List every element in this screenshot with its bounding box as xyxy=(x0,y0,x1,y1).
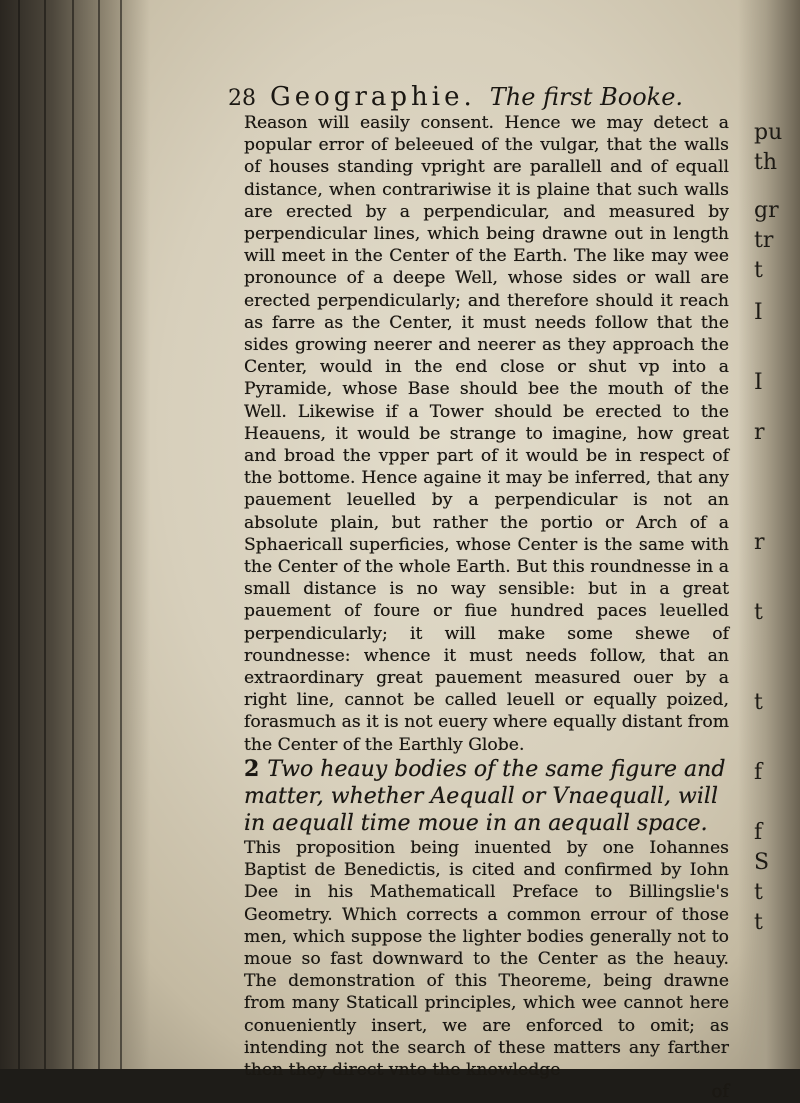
running-title: Geographie. xyxy=(270,82,476,112)
gutter-rule xyxy=(72,0,74,1069)
facing-page-fragment: pu xyxy=(754,120,783,145)
gutter-rule xyxy=(120,0,122,1069)
facing-page-fragment: tr xyxy=(754,228,774,253)
facing-page-fragment: r xyxy=(754,530,765,555)
left-page-gutter xyxy=(0,0,150,1069)
facing-page-fragment: r xyxy=(754,420,765,445)
paragraph: Reason will easily consent. Hence we may detect a popular error of beleeued of the vulgar, that the walls of houses standing vpright are parallell and of equall distance, when contrariwise it is plaine that such walls are erected by a perpendicular, and measured by perpendicular lines, which being drawne out in length will meet in the Center of the Earth. The like may wee pronounce of a deepe Well, whose sides or wall are erected perpendicularly; and therefore should it reach as farre as the Center, it must needs follow that the sides growing neerer and neerer as they approach the Center, would in the end close or shut vp into a Pyramide, whose Base should bee the mouth of the Well. Likewise if a Tower should be erected to the Heauens, it would be strange to imagine, how great and broad the vpper part of it would be in respect of the bottome. Hence againe it may be inferred, that any pauement leuelled by a perpendicular is not an absolute plain, but rather the portio or Arch of a Sphaericall superficies, whose Center is the same with the Center of the whole Earth. But this roundnesse in a small distance is no way sensible: but in a great pauement of foure or fiue hundred paces leuelled perpendicularly; it will make some shewe of roundnesse: whence it must needs follow, that an extraordinary great pauement measured ouer by a right line, cannot be called leuell or equally poized, forasmuch as it is not euery where equally distant from the Center of the Earthly Globe. xyxy=(244,113,729,755)
facing-page-fragment: f xyxy=(754,760,763,785)
facing-page-fragment: t xyxy=(754,690,763,715)
body-text xyxy=(244,112,729,1103)
facing-page-fragment: th xyxy=(754,150,778,175)
facing-page-fragment: I xyxy=(754,370,763,395)
facing-page-fragment: gr xyxy=(754,198,779,223)
facing-page-edge xyxy=(738,0,800,1069)
gutter-rule xyxy=(98,0,100,1069)
proposition-text: Two heauy bodies of the same figure and matter, whether Aequall or Vnaequall, will in aequall time moue in an aequall space. xyxy=(244,756,726,836)
facing-page-fragment: f xyxy=(754,820,763,845)
facing-page-fragment: S xyxy=(754,850,770,875)
facing-page-fragment: I xyxy=(754,300,763,325)
facing-page-fragment: t xyxy=(754,258,763,283)
proposition-heading xyxy=(244,756,729,837)
page-number: 28 xyxy=(228,86,256,111)
facing-page-fragment: t xyxy=(754,880,763,905)
catchword: of xyxy=(711,1081,729,1103)
running-book-title: The first Booke. xyxy=(489,83,684,111)
facing-page-fragment: t xyxy=(754,600,763,625)
gutter-rule xyxy=(18,0,20,1069)
proposition-number: 2 xyxy=(244,755,260,782)
gutter-rule xyxy=(44,0,46,1069)
paragraph: This proposition being inuented by one Iohannes Baptist de Benedictis, is cited and confirmed by Iohn Dee in his Mathematicall Preface to Billingslie's Geometry. Which corrects a common errour of those men, which suppose the lighter bodies generally not to moue so fast downward to the Center as the heauy. The demonstration of this Theoreme, being drawne from many Staticall principles, which wee cannot here conueniently insert, we are enforced to omit; as intending not the search of these matters any farther then they direct vnto the knowledge xyxy=(244,837,729,1080)
facing-page-fragment: t xyxy=(754,910,763,935)
running-head xyxy=(228,82,683,112)
